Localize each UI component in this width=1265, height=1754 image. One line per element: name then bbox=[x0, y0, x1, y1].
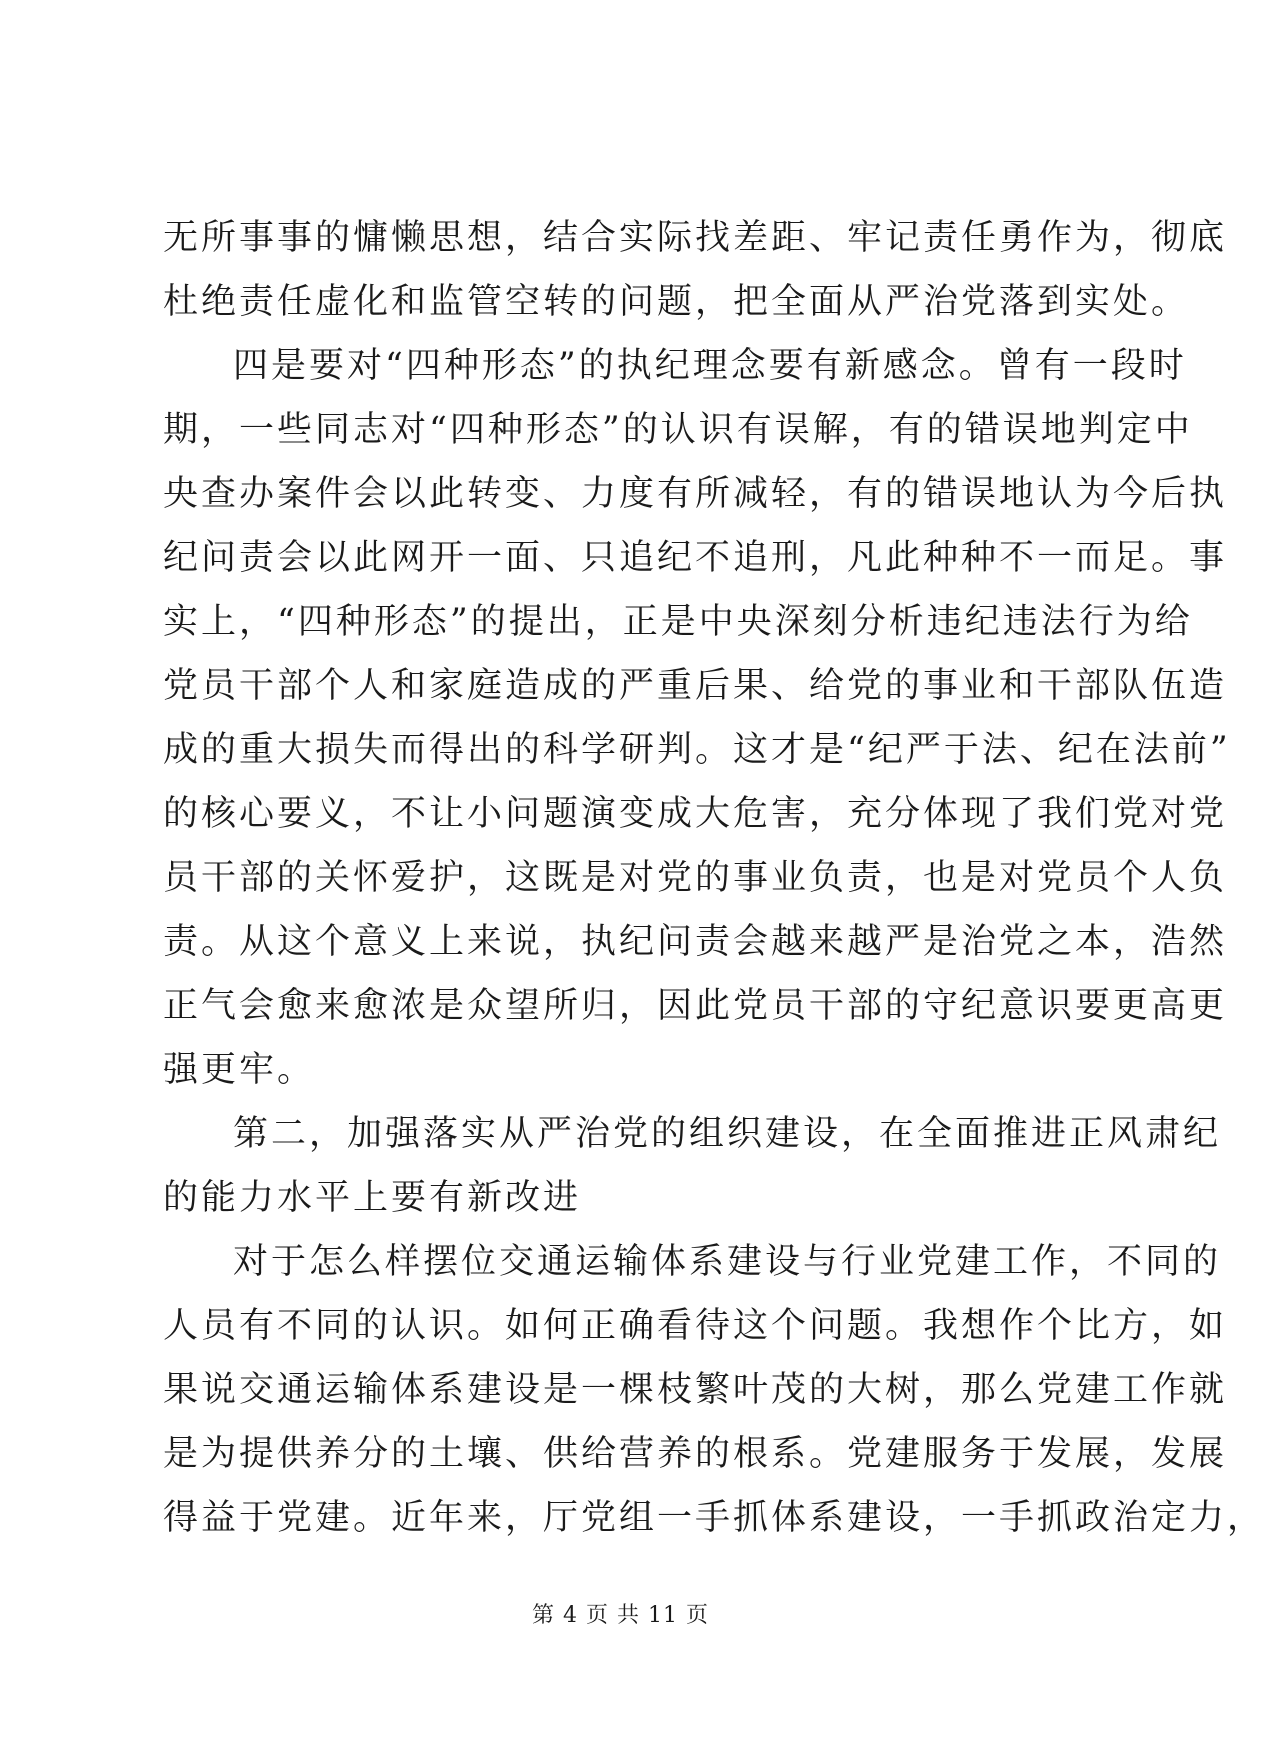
text-line: 是为提供养分的土壤、供给营养的根系。党建服务于发展，发展 bbox=[163, 1434, 1228, 1474]
page-number-footer: 第 4 页 共 11 页 bbox=[532, 1603, 709, 1628]
text-line: 强更牢。 bbox=[163, 1050, 316, 1090]
section-heading-line: 的能力水平上要有新改进 bbox=[163, 1178, 582, 1218]
paragraph-start-line: 四是要对“四种形态”的执纪理念要有新感念。曾有一段时 bbox=[233, 346, 1187, 386]
text-line: 的核心要义，不让小问题演变成大危害，充分体现了我们党对党 bbox=[163, 794, 1228, 834]
text-line: 党员干部个人和家庭造成的严重后果、给党的事业和干部队伍造 bbox=[163, 666, 1228, 706]
text-line: 纪问责会以此网开一面、只追纪不追刑，凡此种种不一而足。事 bbox=[163, 538, 1228, 578]
text-line: 实上，“四种形态”的提出，正是中央深刻分析违纪违法行为给 bbox=[163, 602, 1193, 642]
paragraph-start-line: 对于怎么样摆位交通运输体系建设与行业党建工作，不同的 bbox=[233, 1242, 1222, 1282]
text-line: 果说交通运输体系建设是一棵枝繁叶茂的大树，那么党建工作就 bbox=[163, 1370, 1228, 1410]
text-line: 无所事事的慵懒思想，结合实际找差距、牢记责任勇作为，彻底 bbox=[163, 218, 1228, 258]
section-heading-line: 第二，加强落实从严治党的组织建设，在全面推进正风肃纪 bbox=[233, 1114, 1222, 1154]
text-line: 央查办案件会以此转变、力度有所减轻，有的错误地认为今后执 bbox=[163, 474, 1228, 514]
text-line: 员干部的关怀爱护，这既是对党的事业负责，也是对党员个人负 bbox=[163, 858, 1228, 898]
text-line: 成的重大损失而得出的科学研判。这才是“纪严于法、纪在法前” bbox=[163, 730, 1231, 770]
text-line: 得益于党建。近年来，厅党组一手抓体系建设，一手抓政治定力， bbox=[163, 1498, 1265, 1538]
text-line: 责。从这个意义上来说，执纪问责会越来越严是治党之本，浩然 bbox=[163, 922, 1228, 962]
text-line: 人员有不同的认识。如何正确看待这个问题。我想作个比方，如 bbox=[163, 1306, 1228, 1346]
text-line: 正气会愈来愈浓是众望所归，因此党员干部的守纪意识要更高更 bbox=[163, 986, 1228, 1026]
document-body bbox=[163, 206, 1265, 1550]
text-line: 期，一些同志对“四种形态”的认识有误解，有的错误地判定中 bbox=[163, 410, 1193, 450]
text-line: 杜绝责任虚化和监管空转的问题，把全面从严治党落到实处。 bbox=[163, 282, 1190, 322]
